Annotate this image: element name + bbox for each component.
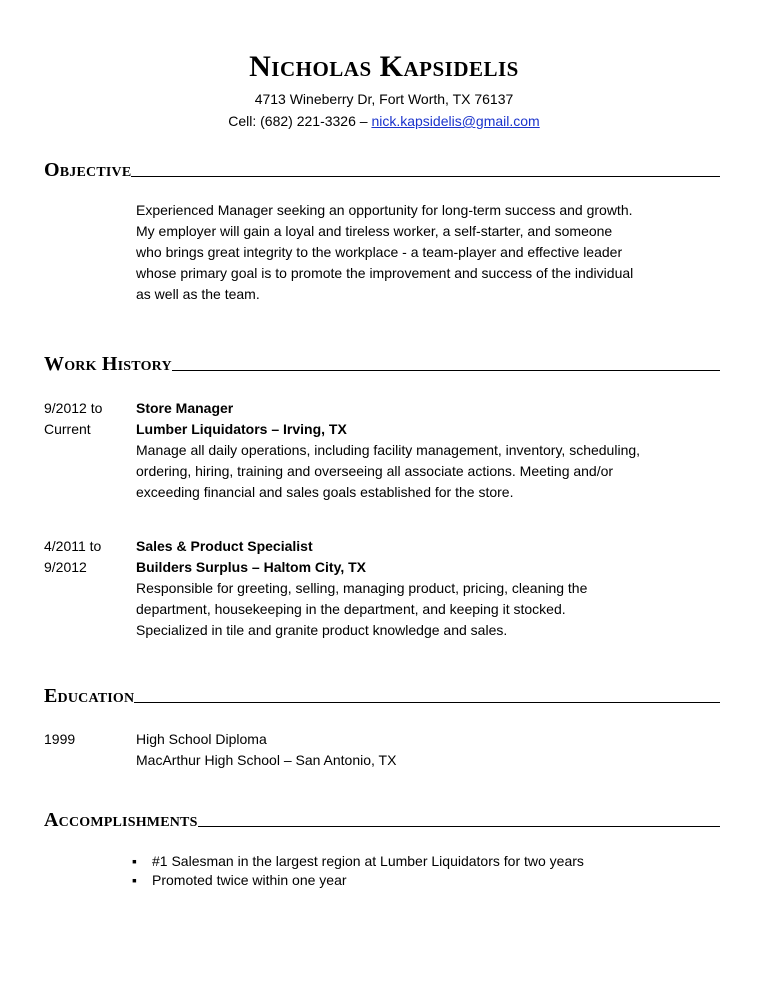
job-date-start: 9/2012 to: [44, 400, 103, 416]
objective-heading: [44, 158, 720, 180]
job-company: Lumber Liquidators – Irving, TX: [136, 421, 347, 437]
accomplishment-text: #1 Salesman in the largest region at Lumber Liquidators for two years: [152, 853, 584, 869]
objective-line: as well as the team.: [136, 286, 260, 302]
objective-line: My employer will gain a loyal and tireless worker, a self-starter, and someone: [136, 223, 613, 239]
job-description-line: exceeding financial and sales goals established for the store.: [136, 484, 514, 500]
job-description-line: department, housekeeping in the department, and keeping it stocked.: [136, 601, 566, 617]
job-dates: [44, 536, 134, 578]
education-details: [136, 729, 726, 771]
education-degree: High School Diploma: [136, 731, 267, 747]
job-position: Store Manager: [136, 400, 234, 416]
phone: Cell: (682) 221-3326 –: [228, 113, 368, 129]
objective-line: whose primary goal is to promote the improvement and success of the individual: [136, 265, 634, 281]
section-rule: [172, 370, 720, 371]
job-description-line: ordering, hiring, training and overseeing all associate actions. Meeting and/or: [136, 463, 614, 479]
list-item: [132, 852, 732, 871]
list-item: [132, 871, 732, 890]
education-title: Education: [44, 685, 135, 707]
job-company: Builders Surplus – Haltom City, TX: [136, 559, 367, 575]
bullet-icon: ▪: [132, 853, 137, 869]
accomplishments-title: Accomplishments: [44, 809, 198, 831]
education-heading: [44, 684, 720, 706]
work-history-title: Work History: [44, 353, 172, 375]
job-date-end: Current: [44, 421, 91, 437]
contact-line: [0, 112, 768, 130]
accomplishments-list: [132, 852, 732, 890]
job-description-line: Responsible for greeting, selling, managing product, pricing, cleaning the: [136, 580, 588, 596]
objective-line: Experienced Manager seeking an opportunity for long-term success and growth.: [136, 202, 633, 218]
work-history-heading: [44, 352, 720, 374]
accomplishments-heading: [44, 808, 720, 830]
objective-text: [136, 200, 726, 305]
email-link[interactable]: nick.kapsidelis@gmail.com: [371, 113, 540, 129]
section-rule: [198, 826, 720, 827]
job-details: [136, 398, 726, 503]
job-date-start: 4/2011 to: [44, 538, 102, 554]
objective-title: Objective: [44, 159, 132, 181]
objective-line: who brings great integrity to the workplace - a team-player and effective leader: [136, 244, 623, 260]
job-description-line: Specialized in tile and granite product knowledge and sales.: [136, 622, 508, 638]
bullet-icon: ▪: [132, 872, 137, 888]
address: 4713 Wineberry Dr, Fort Worth, TX 76137: [254, 91, 514, 107]
job-dates: [44, 398, 134, 440]
job-date-end: 9/2012: [44, 559, 87, 575]
section-rule: [134, 702, 720, 703]
job-details: [136, 536, 726, 641]
job-description-line: Manage all daily operations, including facility management, inventory, scheduling,: [136, 442, 641, 458]
education-year: 1999: [44, 731, 76, 747]
accomplishment-text: Promoted twice within one year: [152, 872, 347, 888]
job-position: Sales & Product Specialist: [136, 538, 313, 554]
education-school: MacArthur High School – San Antonio, TX: [136, 752, 397, 768]
section-rule: [131, 176, 720, 177]
resume-name: Nicholas Kapsidelis: [249, 50, 519, 83]
